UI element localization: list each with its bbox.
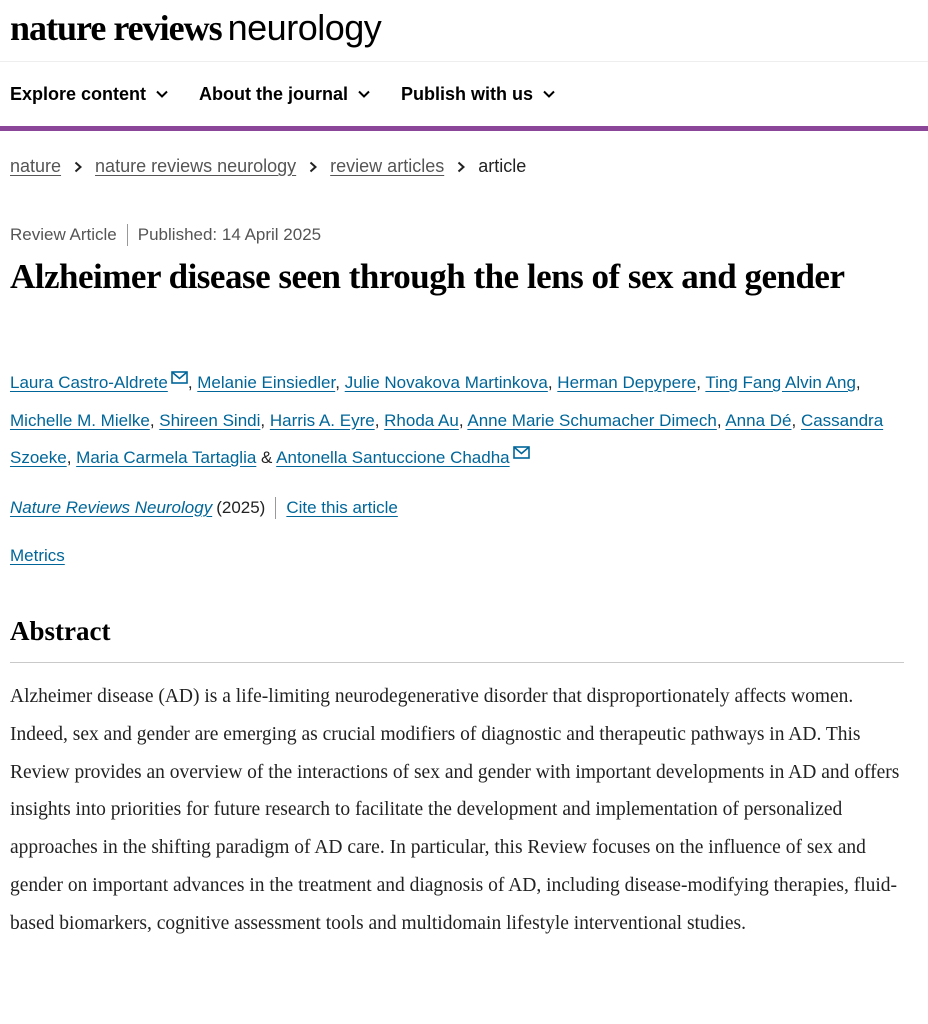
- author-link[interactable]: Ting Fang Alvin Ang: [705, 373, 856, 392]
- author-link[interactable]: Julie Novakova Martinkova: [344, 373, 548, 392]
- author-separator: ,: [260, 410, 270, 430]
- chevron-right-icon: [308, 161, 318, 173]
- author-separator: ,: [335, 373, 345, 392]
- citation-line: [10, 497, 398, 519]
- author-link[interactable]: Harris A. Eyre: [269, 410, 375, 430]
- journal-link[interactable]: Nature Reviews Neurology: [10, 498, 213, 517]
- author-link[interactable]: Maria Carmela Tartaglia: [76, 448, 257, 467]
- author-link[interactable]: Anne Marie Schumacher Dimech: [467, 410, 717, 430]
- author-separator: ,: [791, 410, 801, 430]
- author-separator: ,: [547, 373, 558, 392]
- email-icon[interactable]: [510, 448, 530, 467]
- author-link[interactable]: Rhoda Au: [384, 410, 459, 430]
- author-separator: ,: [149, 410, 160, 430]
- abstract-heading: Abstract: [10, 616, 111, 646]
- breadcrumb-link-review-articles[interactable]: review articles: [330, 156, 445, 176]
- email-icon[interactable]: [168, 373, 188, 392]
- publication-year: (2025): [216, 498, 266, 517]
- breadcrumb: [10, 156, 526, 177]
- author-link[interactable]: Melanie Einsiedler: [197, 373, 336, 392]
- author-link[interactable]: Cassandra Szoeke: [10, 410, 884, 467]
- logo-light: neurology: [227, 7, 382, 48]
- author-separator: ,: [374, 410, 385, 430]
- citation-divider: [275, 497, 276, 519]
- nav-item-label: About the journal: [199, 83, 349, 104]
- chevron-down-icon: [542, 87, 556, 101]
- breadcrumb-link-nature[interactable]: nature: [10, 156, 62, 176]
- chevron-right-icon: [73, 161, 83, 173]
- author-separator: ,: [855, 373, 861, 392]
- chevron-down-icon: [155, 87, 169, 101]
- author-separator: ,: [716, 410, 726, 430]
- meta-divider: [127, 224, 128, 246]
- site-logo[interactable]: [10, 6, 381, 50]
- breadcrumb-current: article: [478, 156, 527, 176]
- breadcrumb-link-journal[interactable]: nature reviews neurology: [95, 156, 297, 176]
- author-link[interactable]: Laura Castro-Aldrete: [10, 373, 168, 392]
- chevron-down-icon: [357, 87, 371, 101]
- abstract-divider: [10, 662, 904, 663]
- article-meta: [10, 224, 321, 246]
- author-separator: &: [256, 448, 277, 467]
- author-link[interactable]: Herman Depypere: [557, 373, 697, 392]
- main-nav: [0, 61, 928, 126]
- nav-item-label: Explore content: [10, 83, 147, 104]
- author-list: [10, 364, 910, 477]
- nav-item-label: Publish with us: [401, 83, 534, 104]
- nav-publish-with-us[interactable]: [401, 84, 556, 105]
- published-date: Published: 14 April 2025: [137, 225, 322, 244]
- site-header: [0, 0, 928, 61]
- logo-strong: nature reviews: [10, 8, 222, 48]
- author-link[interactable]: Antonella Santuccione Chadha: [276, 448, 510, 467]
- author-link[interactable]: Michelle M. Mielke: [10, 410, 150, 430]
- article-title: Alzheimer disease seen through the lens of sex and gender: [10, 257, 845, 296]
- nav-explore-content[interactable]: [10, 84, 169, 105]
- cite-article-link[interactable]: Cite this article: [286, 498, 398, 517]
- author-separator: ,: [696, 373, 706, 392]
- abstract-text: Alzheimer disease (AD) is a life-limiting neurodegenerative disorder that disproportionately affects women. Indeed, sex and gender are emerging as crucial modifiers of diagnostic and therapeutic pathways in AD. This Review provides an overview of the interactions of sex and gender with important developments in AD and offers insights into priorities for future research to facilitate the development and implementation of personalized approaches in the shifting paradigm of AD care. In particular, this Review focuses on the influence of sex and gender on important advances in the treatment and diagnosis of AD, including disease-modifying therapies, fluid-based biomarkers, cognitive assessment tools and multidomain lifestyle interventional studies.: [10, 686, 900, 934]
- author-link[interactable]: Anna Dé: [725, 410, 792, 430]
- nav-about-journal[interactable]: [199, 84, 371, 105]
- metrics-section: [10, 546, 65, 566]
- article-type: Review Article: [10, 225, 117, 244]
- author-separator: ,: [187, 373, 198, 392]
- author-link[interactable]: Shireen Sindi: [159, 410, 261, 430]
- nav-accent-bar: [0, 126, 928, 131]
- author-separator: ,: [66, 448, 77, 467]
- author-separator: ,: [458, 410, 468, 430]
- chevron-right-icon: [456, 161, 466, 173]
- metrics-link[interactable]: Metrics: [10, 546, 65, 565]
